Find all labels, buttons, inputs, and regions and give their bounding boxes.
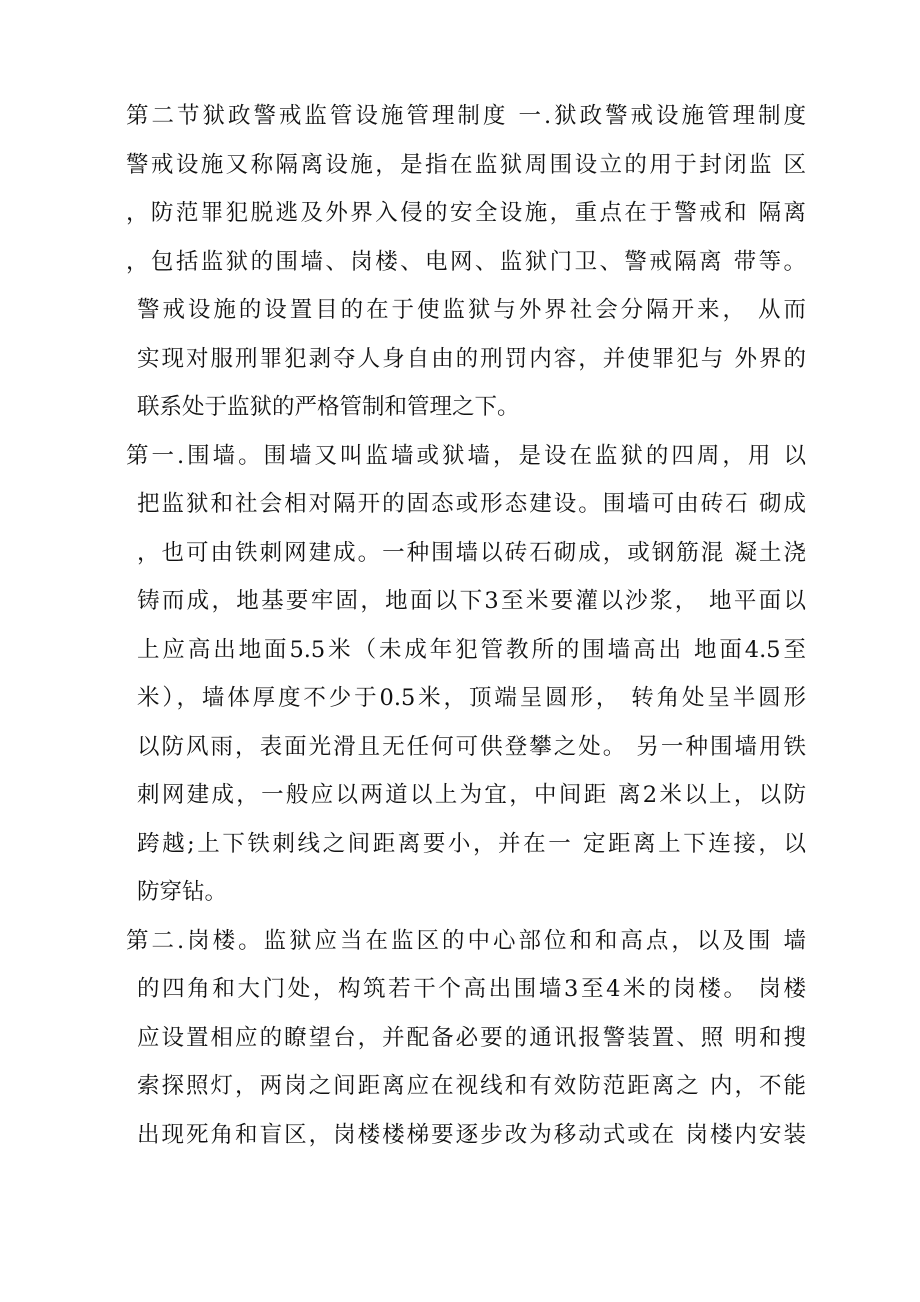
- text-line: 以防风雨，表面光滑且无任何可供登攀之处。 另一种围墙用铁: [137, 733, 806, 760]
- text-line: 第二节狱政警戒监管设施管理制度 一.狱政警戒设施管理制度: [126, 103, 806, 129]
- text-line: 防穿钻。: [137, 879, 228, 905]
- text-line: 刺网建成，一般应以两道以上为宜，中间距 离2米以上，以防: [137, 782, 806, 808]
- text-line: 的四角和大门处，构筑若干个高出围墙3至4米的岗楼。 岗楼: [137, 976, 806, 1002]
- text-line: 出现死角和盲区，岗楼楼梯要逐步改为移动式或在 岗楼内安装: [137, 1121, 806, 1148]
- text-line: 把监狱和社会相对隔开的固态或形态建设。围墙可由砖石 砌成: [137, 491, 806, 517]
- text-line: 上应高出地面5.5米（未成年犯管教所的围墙高出 地面4.5至: [137, 636, 806, 663]
- text-line: ，包括监狱的围墙、岗楼、电网、监狱门卫、警戒隔离 带等。: [126, 248, 806, 275]
- text-line: ，防范罪犯脱逃及外界入侵的安全设施，重点在于警戒和 隔离: [126, 200, 806, 226]
- text-line: 实现对服刑罪犯剥夺人身自由的刑罚内容，并使罪犯与 外界的: [137, 345, 806, 372]
- text-line: 第二.岗楼。监狱应当在监区的中心部位和和高点，以及围 墙: [126, 927, 806, 954]
- text-line: 索探照灯，两岗之间距离应在视线和有效防范距离之 内，不能: [137, 1073, 806, 1099]
- document-body: [126, 92, 806, 1159]
- text-line: 联系处于监狱的严格管制和管理之下。: [137, 394, 520, 420]
- text-line: 警戒设施又称隔离设施，是指在监狱周围设立的用于封闭监 区: [126, 151, 806, 178]
- text-line: ，也可由铁刺网建成。一种围墙以砖石砌成，或钢筋混 凝土浇: [137, 539, 806, 566]
- text-line: 跨越;上下铁刺线之间距离要小，并在一 定距离上下连接，以: [137, 830, 806, 857]
- text-line: 应设置相应的瞭望台，并配备必要的通讯报警装置、照 明和搜: [137, 1024, 806, 1051]
- text-line: 第一.围墙。围墙又叫监墙或狱墙，是设在监狱的四周，用 以: [126, 442, 806, 469]
- text-line: 米），墙体厚度不少于0.5米，顶端呈圆形， 转角处呈半圆形: [137, 685, 806, 711]
- text-line: 铸而成，地基要牢固，地面以下3至米要灌以沙浆， 地平面以: [137, 588, 806, 614]
- text-line: 警戒设施的设置目的在于使监狱与外界社会分隔开来， 从而: [137, 297, 806, 323]
